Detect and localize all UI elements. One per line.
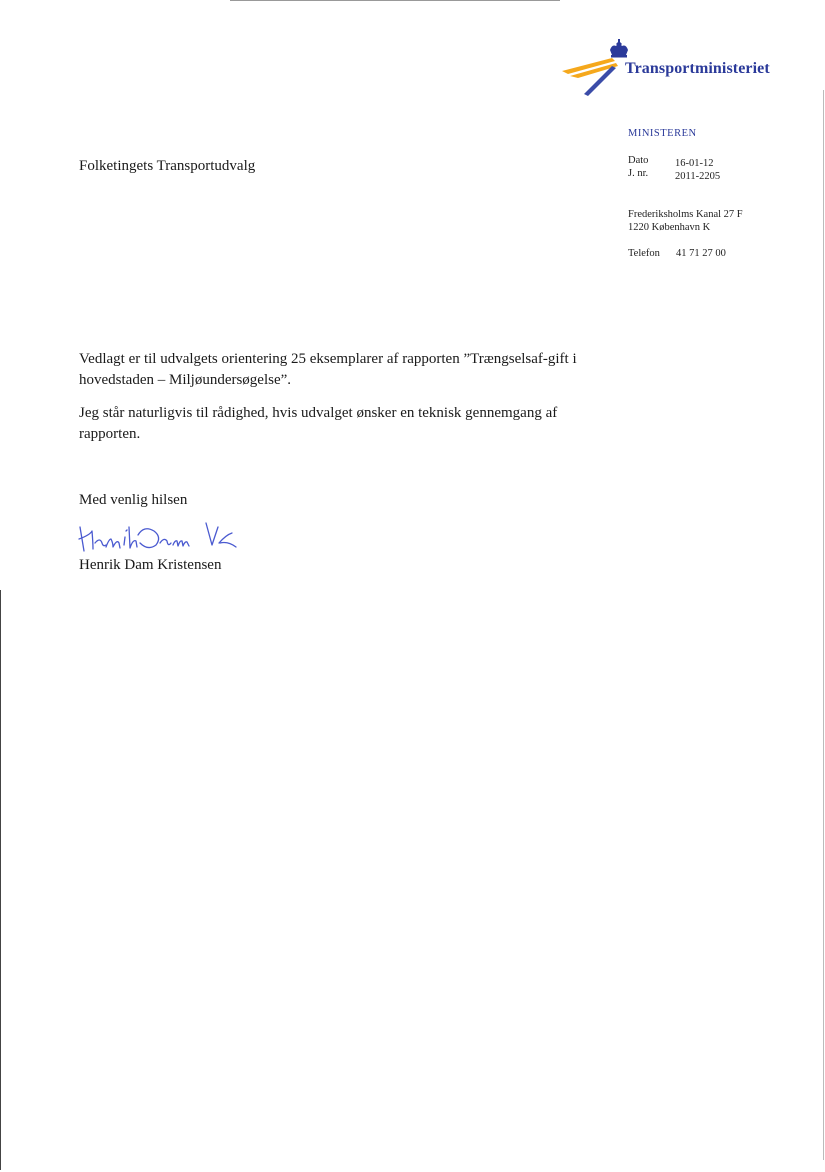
scan-edge-right [823,90,824,1160]
phone-value: 41 71 27 00 [676,248,726,259]
date-label: Dato [628,155,649,166]
date-row [628,154,720,167]
letter-metadata [628,154,720,180]
phone-label: Telefon [628,248,660,259]
date-value: 16-01-12 [675,158,714,169]
address-line-1: Frederiksholms Kanal 27 F [628,209,743,220]
sender-address [628,208,743,234]
logo-wordmark: Transportministeriet [625,60,770,77]
phone-row [628,248,726,259]
recipient: Folketingets Transportudvalg [79,158,256,174]
address-line-2: 1220 København K [628,222,711,233]
journal-label: J. nr. [628,168,649,179]
scan-edge-left [0,590,1,1170]
ministry-logo [560,38,800,98]
body-paragraph-1: Vedlagt er til udvalgets orientering 25 eksemplarer af rapporten ”Trængselsaf-gift i hovedstaden – Miljøundersøgelse”. [79,351,577,388]
signer-name: Henrik Dam Kristensen [79,557,222,573]
scan-edge-top [230,0,560,1]
handwritten-signature [76,513,251,555]
letter-body [79,349,599,457]
sender-title: MINISTEREN [628,128,697,139]
journal-value: 2011-2205 [675,171,721,182]
body-paragraph-2: Jeg står naturligvis til rådighed, hvis udvalget ønsker en teknisk gennemgang af rapporten. [79,405,558,442]
logo-emblem-icon [560,38,630,98]
closing: Med venlig hilsen [79,492,188,508]
